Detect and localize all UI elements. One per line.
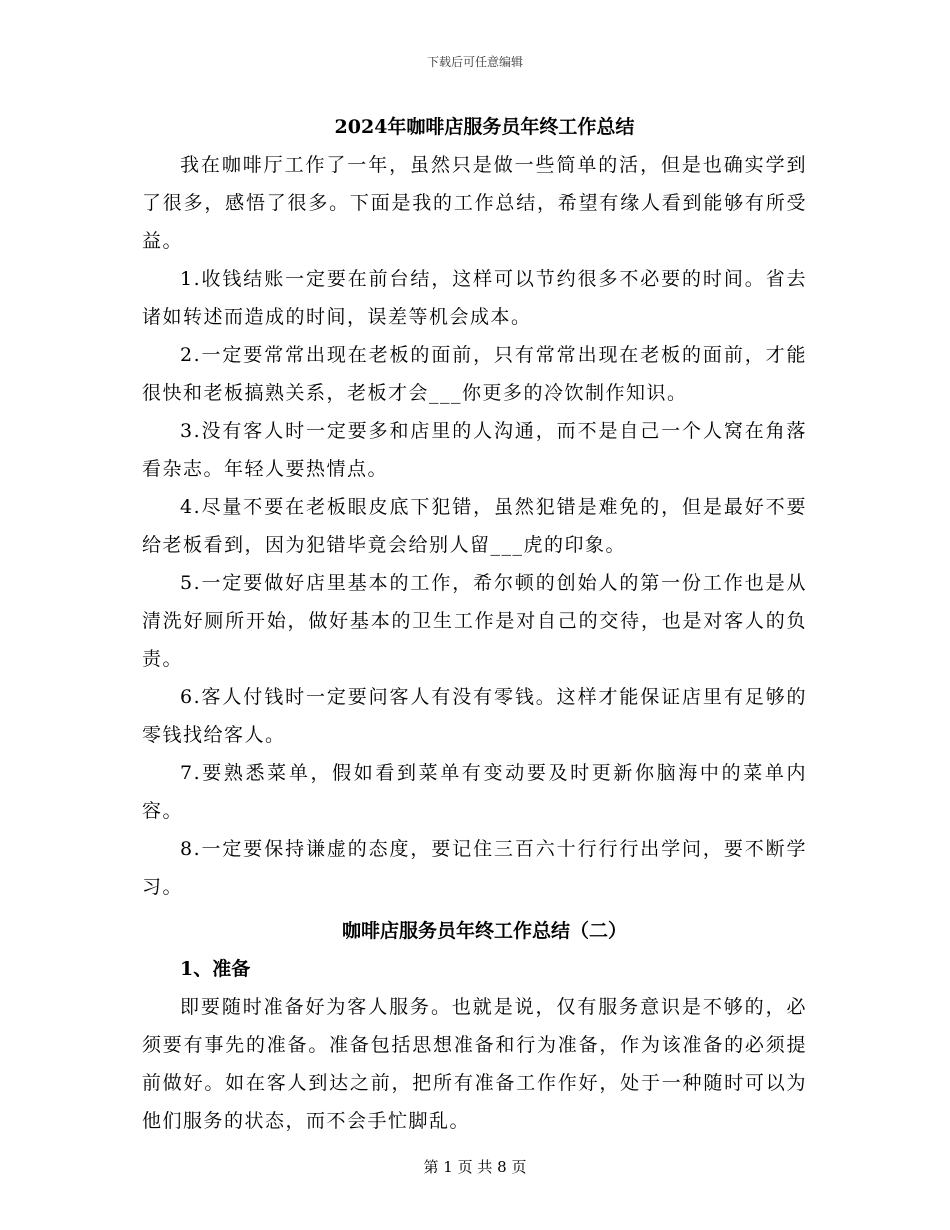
list-item: 5.一定要做好店里基本的工作，希尔顿的创始人的第一份工作也是从清洗好厕所开始，做好基本的卫生工作是对自己的交待，也是对客人的负责。 — [142, 572, 807, 670]
document-title: 2024年咖啡店服务员年终工作总结 — [334, 116, 635, 138]
list-item: 8.一定要保持谦虚的态度，要记住三百六十行行行出学问，要不断学习。 — [142, 838, 807, 898]
list-item: 4.尽量不要在老板眼皮底下犯错，虽然犯错是难免的，但是最好不要给老板看到，因为犯错毕竟会给别人留___虎的印象。 — [142, 496, 807, 556]
page-footer: 第 1 页 共 8 页 — [423, 1158, 527, 1176]
list-item: 2.一定要常常出现在老板的面前，只有常常出现在老板的面前，才能很快和老板搞熟关系，老板才会___你更多的冷饮制作知识。 — [142, 344, 807, 404]
list-item: 6.客人付钱时一定要问客人有没有零钱。这样才能保证店里有足够的零钱找给客人。 — [142, 686, 807, 746]
list-item: 3.没有客人时一定要多和店里的人沟通，而不是自己一个人窝在角落看杂志。年轻人要热情点。 — [142, 420, 807, 480]
document-body — [142, 108, 807, 1140]
intro-paragraph: 我在咖啡厅工作了一年，虽然只是做一些简单的活，但是也确实学到了很多，感悟了很多。下面是我的工作总结，希望有缘人看到能够有所受益。 — [142, 154, 807, 252]
section-paragraph: 即要随时准备好为客人服务。也就是说，仅有服务意识是不够的，必须要有事先的准备。准备包括思想准备和行为准备，作为该准备的必须提前做好。如在客人到达之前，把所有准备工作作好，处于一种随时可以为他们服务的状态，而不会手忙脚乱。 — [142, 996, 807, 1132]
section-title: 咖啡店服务员年终工作总结（二） — [341, 920, 627, 942]
section-heading: 1、准备 — [180, 958, 251, 980]
list-item: 1.收钱结账一定要在前台结，这样可以节约很多不必要的时间。省去诸如转述而造成的时间，误差等机会成本。 — [142, 268, 807, 328]
list-item: 7.要熟悉菜单，假如看到菜单有变动要及时更新你脑海中的菜单内容。 — [142, 762, 807, 822]
page-header: 下载后可任意编辑 — [426, 55, 523, 69]
